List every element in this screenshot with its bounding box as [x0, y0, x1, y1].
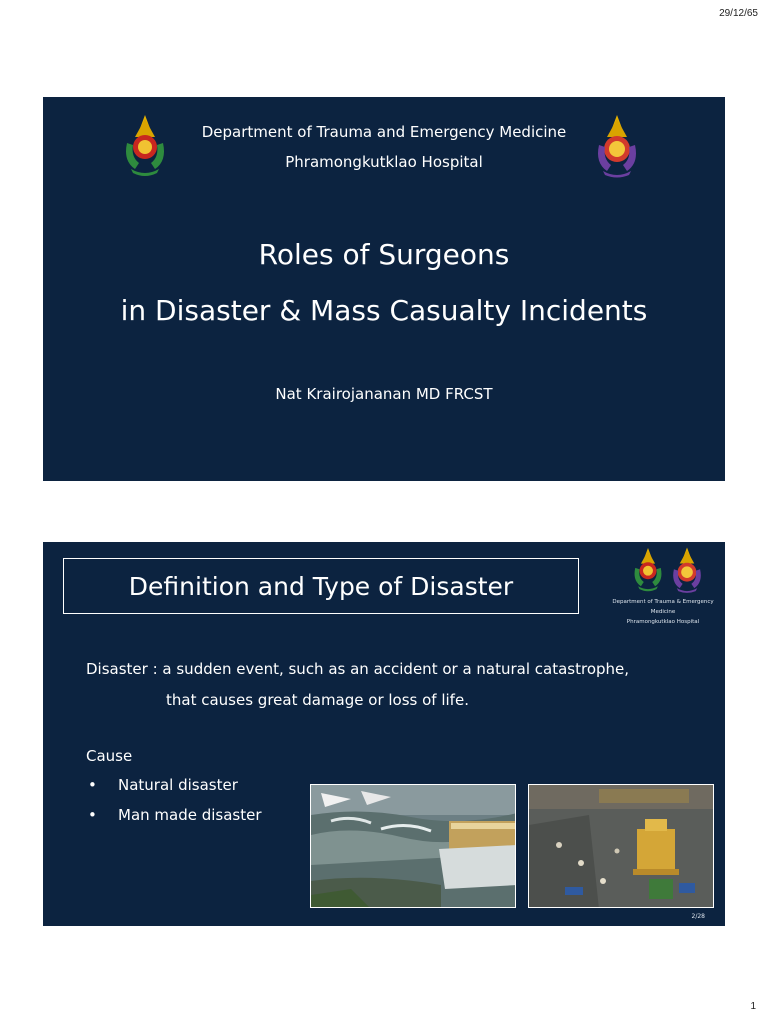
definition-line-2: that causes great damage or loss of life.: [166, 691, 469, 709]
list-item: [86, 806, 262, 836]
cause-label: Cause: [86, 747, 133, 765]
cause-list: [86, 776, 262, 836]
slide-title: Definition and Type of Disaster: [63, 558, 579, 614]
title-line-2: in Disaster & Mass Casualty Incidents: [120, 294, 648, 327]
bullet-icon: •: [88, 776, 97, 794]
definition-slide: [43, 542, 725, 926]
hospital-name: Phramongkutklao Hospital: [285, 153, 483, 171]
green-emblem-small-icon: [631, 546, 665, 594]
department-caption-line2: Phramongkutklao Hospital: [626, 619, 700, 625]
presentation-title: [43, 227, 725, 339]
title-line-1: Roles of Surgeons: [258, 238, 510, 271]
author-name: Nat Krairojananan MD FRCST: [275, 385, 493, 403]
definition-line-1: Disaster : a sudden event, such as an accident or a natural catastrophe,: [86, 660, 630, 678]
slide-number: 2/28: [691, 913, 705, 920]
list-item: [86, 776, 262, 806]
disaster-definition: [86, 654, 706, 716]
department-name: Department of Trauma and Emergency Medicine: [201, 123, 567, 141]
title-slide: [43, 97, 725, 481]
bullet-icon: •: [88, 806, 97, 824]
cause-natural: Natural disaster: [118, 776, 238, 794]
cause-man-made: Man made disaster: [118, 806, 262, 824]
page-number: 1: [750, 1001, 756, 1012]
page-date: 29/12/65: [719, 8, 758, 19]
department-caption-line1: Department of Trauma & Emergency Medicine: [612, 599, 714, 615]
explosion-aftermath-photo: [528, 784, 714, 908]
flood-photo: [310, 784, 516, 908]
purple-emblem-small-icon: [671, 546, 703, 594]
department-heading: [43, 117, 725, 177]
department-caption: [603, 597, 723, 627]
